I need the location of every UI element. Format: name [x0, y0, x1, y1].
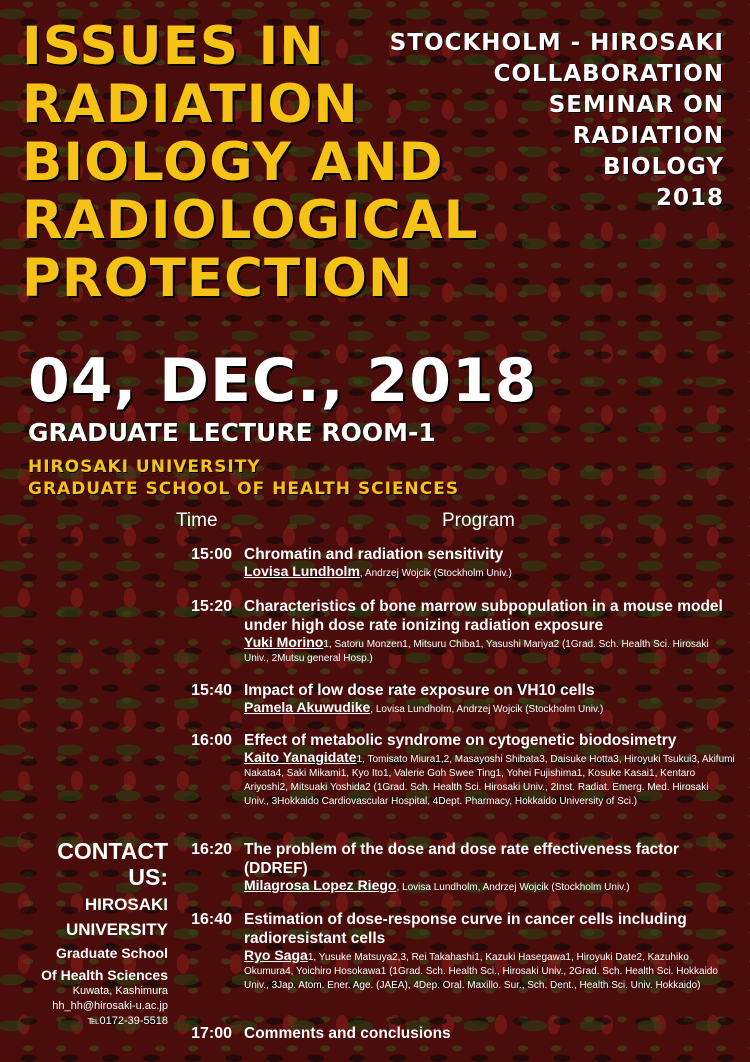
- session-speaker: Pamela Akuwudike: [244, 699, 371, 715]
- session-time: 15:00: [191, 546, 232, 563]
- session-authors: [244, 700, 736, 717]
- session-speaker: Milagrosa Lopez Riego: [244, 877, 397, 893]
- session-item: [166, 681, 736, 717]
- session-time: 17:00: [191, 1025, 232, 1042]
- seminar-line: RADIATION: [572, 123, 724, 149]
- session-coauthors: 1, Yusuke Matsuya2,3, Rei Takahashi1, Kazuki Hasegawa1, Hiroyuki Date2, Kazuhiko Okumura4, Yoichiro Hosokawa1 (1Grad. Sch. Health Sci., Hirosaki Univ., 2Grad. Sch. Health Sci. Hokkaido Univ., 3Jap. Atom. Ener. Age. (JAEA), 4Dep. Oral. Maxillo. Sur., Sch. Dent., Health Sci. Univ. Hokkaido): [244, 952, 718, 991]
- contact-university: UNIVERSITY: [65, 920, 168, 939]
- title-line: BIOLOGY AND: [22, 132, 444, 193]
- session-coauthors: , Lovisa Lundholm, Andrzej Wojcik (Stockholm Univ.): [370, 704, 604, 715]
- session-authors: [244, 878, 736, 895]
- session-coauthors: 1, Tomisato Miura1,2, Masayoshi Shibata3, Daisuke Hotta3, Hiroyuki Tsukui3, Akifumi Nakata4, Saki Mikami1, Kyo Ito1, Valerie Goh Swee Ting1, Yohei Fujishima1, Kosuke Kasai1, Kentaro Ariyoshi2, Mitsuaki Yoshida2 (1Grad. Sch. Health Sci. Hirosaki Univ., 2Inst. Radiat. Emerg. Med. Hirosaki Univ., 3Hokkaido Cardiovascular Hospital, 4Dept. Pharmacy, Hokkaido University of Sci.): [244, 754, 735, 807]
- program-column-header: Program: [442, 510, 515, 531]
- session-speaker: Yuki Morino: [244, 634, 324, 650]
- session-title: Chromatin and radiation sensitivity: [244, 546, 504, 563]
- session-time: 16:20: [191, 841, 232, 858]
- session-coauthors: , Lovisa Lundholm, Andrzej Wojcik (Stockholm Univ.): [396, 882, 630, 893]
- contact-info: [18, 838, 168, 1029]
- seminar-line: SEMINAR ON: [548, 92, 724, 118]
- session-authors: [244, 564, 736, 581]
- session-time: 15:20: [191, 598, 232, 615]
- session-title: Estimation of dose-response curve in cancer cells including radioresistant cells: [244, 911, 687, 947]
- seminar-line: COLLABORATION: [493, 61, 724, 87]
- contact-address: Kuwata, Kashimura: [72, 985, 168, 997]
- session-authors: [244, 948, 736, 993]
- session-speaker: Lovisa Lundholm: [244, 563, 360, 579]
- session-time: 16:40: [191, 911, 232, 928]
- session-time: 16:00: [191, 732, 232, 749]
- contact-phone: ℡0172-39-5518: [87, 1015, 168, 1027]
- session-item: [166, 545, 736, 581]
- time-column-header: Time: [176, 510, 218, 531]
- seminar-line: BIOLOGY: [602, 154, 724, 180]
- event-date: 04, DEC., 2018: [28, 346, 538, 416]
- host-school: GRADUATE SCHOOL OF HEALTH SCIENCES: [28, 479, 460, 499]
- title-line: ISSUES IN: [22, 16, 325, 77]
- session-item: [166, 1024, 736, 1044]
- title-line: RADIOLOGICAL: [22, 190, 479, 251]
- session-speaker: Ryo Saga: [244, 947, 308, 963]
- session-title: Comments and conclusions: [244, 1025, 451, 1042]
- session-item: [166, 840, 736, 895]
- session-title: The problem of the dose and dose rate effectiveness factor (DDREF): [244, 841, 679, 877]
- session-coauthors: , Andrzej Wojcik (Stockholm Univ.): [359, 568, 512, 579]
- host-university: HIROSAKI UNIVERSITY: [28, 457, 261, 477]
- session-title: Impact of low dose rate exposure on VH10 cells: [244, 682, 595, 699]
- session-title: Characteristics of bone marrow subpopulation in a mouse model under high dose rate ionizing radiation exposure: [244, 598, 723, 634]
- contact-school: Of Health Sciences: [41, 967, 168, 983]
- title-line: PROTECTION: [22, 248, 414, 309]
- session-title: Effect of metabolic syndrome on cytogenetic biodosimetry: [244, 732, 677, 749]
- session-authors: [244, 750, 736, 809]
- session-item: [166, 597, 736, 666]
- session-speaker: Kaito Yanagidate: [244, 749, 357, 765]
- contact-heading: US:: [128, 864, 168, 890]
- contact-university: HIROSAKI: [84, 895, 168, 914]
- contact-email[interactable]: hh_hh@hirosaki-u.ac.jp: [52, 1000, 168, 1012]
- contact-heading: CONTACT: [57, 838, 168, 864]
- event-room: GRADUATE LECTURE ROOM-1: [28, 418, 436, 447]
- session-item: [166, 910, 736, 993]
- session-authors: [244, 635, 736, 666]
- contact-school: Graduate School: [55, 945, 168, 961]
- seminar-line: STOCKHOLM - HIROSAKI: [389, 30, 724, 56]
- session-item: [166, 731, 736, 809]
- session-coauthors: 1, Satoru Monzen1, Mitsuru Chiba1, Yasushi Mariya2 (1Grad. Sch. Health Sci. Hirosaki Univ., 2Mutsu general Hosp.): [244, 639, 709, 664]
- title-line: RADIATION: [22, 74, 359, 135]
- seminar-year: 2018: [655, 185, 724, 211]
- session-time: 15:40: [191, 682, 232, 699]
